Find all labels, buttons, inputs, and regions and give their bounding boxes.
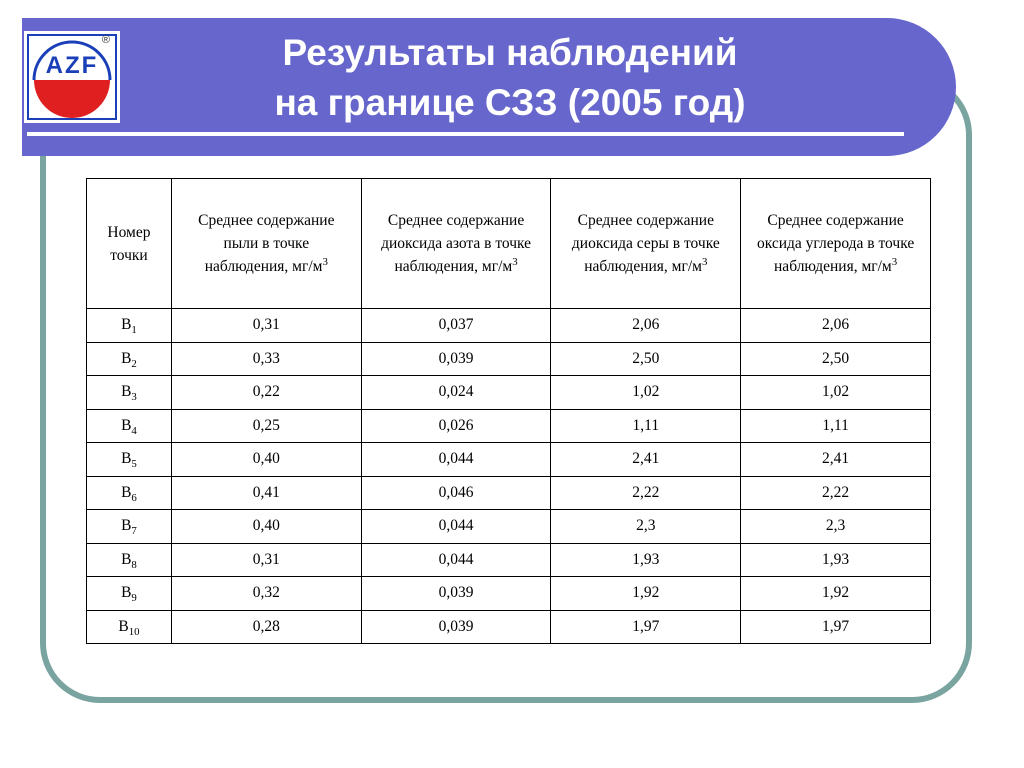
cell-co: 2,50: [741, 342, 931, 376]
cell-point: $В_4$: [87, 409, 172, 443]
cell-co: 2,3: [741, 510, 931, 544]
cell-dust: 0,32: [171, 577, 361, 611]
cell-co: 1,11: [741, 409, 931, 443]
table-header-row: [87, 179, 931, 309]
cell-no2: 0,037: [361, 309, 551, 343]
cell-no2: 0,039: [361, 342, 551, 376]
registered-mark: ®: [101, 34, 110, 46]
unit-superscript: 3: [891, 255, 898, 268]
cell-so2: 2,3: [551, 510, 741, 544]
unit-superscript: 3: [512, 255, 518, 268]
table-row: [87, 610, 931, 644]
cell-point: $В_3$: [87, 376, 172, 410]
table-row: [87, 443, 931, 477]
cell-so2: 1,11: [551, 409, 741, 443]
cell-no2: 0,026: [361, 409, 551, 443]
cell-so2: 1,93: [551, 543, 741, 577]
cell-so2: 2,22: [551, 476, 741, 510]
header-point: Номер точки: [87, 179, 172, 309]
logo-text: AZF: [45, 52, 99, 79]
cell-co: 1,97: [741, 610, 931, 644]
cell-no2: 0,044: [361, 510, 551, 544]
cell-dust: 0,31: [171, 309, 361, 343]
cell-co: 1,93: [741, 543, 931, 577]
cell-so2: 1,92: [551, 577, 741, 611]
table-row: [87, 409, 931, 443]
cell-dust: 0,31: [171, 543, 361, 577]
unit-superscript: 3: [322, 255, 328, 268]
cell-no2: 0,044: [361, 443, 551, 477]
cell-point: $В_8$: [87, 543, 172, 577]
cell-point: $В_9$: [87, 577, 172, 611]
cell-dust: 0,28: [171, 610, 361, 644]
cell-so2: 2,06: [551, 309, 741, 343]
cell-point: $В_6$: [87, 476, 172, 510]
cell-co: 1,92: [741, 577, 931, 611]
unit-superscript: 3: [701, 255, 708, 268]
cell-dust: 0,33: [171, 342, 361, 376]
cell-dust: 0,22: [171, 376, 361, 410]
header-dust: Среднее содержание пыли в точке наблюдения, $мг/м^3$: [171, 179, 361, 309]
table-row: [87, 309, 931, 343]
cell-point: $В_2$: [87, 342, 172, 376]
observation-table: [86, 178, 931, 644]
cell-point: $В_7$: [87, 510, 172, 544]
cell-co: 2,06: [741, 309, 931, 343]
cell-point: $В_{10}$: [87, 610, 172, 644]
table-row: [87, 376, 931, 410]
cell-so2: 1,02: [551, 376, 741, 410]
cell-dust: 0,25: [171, 409, 361, 443]
cell-no2: 0,044: [361, 543, 551, 577]
cell-co: 2,41: [741, 443, 931, 477]
table-row: [87, 342, 931, 376]
cell-so2: 2,50: [551, 342, 741, 376]
cell-co: 1,02: [741, 376, 931, 410]
slide-title: [140, 28, 880, 128]
header-co: Среднее содержание оксида углерода в точке наблюдения, $мг/м^3$: [741, 179, 931, 309]
cell-no2: 0,039: [361, 577, 551, 611]
header-so2: Среднее содержание диоксида серы в точке наблюдения, $мг/м^3$: [551, 179, 741, 309]
title-line-1: Результаты наблюдений: [282, 32, 738, 73]
header-no2: Среднее содержание диоксида азота в точке наблюдения, $мг/м^3$: [361, 179, 551, 309]
cell-point: $В_5$: [87, 443, 172, 477]
cell-point: $В_1$: [87, 309, 172, 343]
table-row: [87, 476, 931, 510]
cell-so2: 2,41: [551, 443, 741, 477]
table-row: [87, 543, 931, 577]
cell-no2: 0,039: [361, 610, 551, 644]
cell-dust: 0,40: [171, 443, 361, 477]
banner-divider: [27, 132, 904, 136]
cell-no2: 0,046: [361, 476, 551, 510]
cell-dust: 0,41: [171, 476, 361, 510]
cell-so2: 1,97: [551, 610, 741, 644]
table-row: [87, 577, 931, 611]
table-row: [87, 510, 931, 544]
title-line-2: на границе СЗЗ (2005 год): [274, 82, 746, 123]
cell-no2: 0,024: [361, 376, 551, 410]
azf-logo: [24, 31, 120, 123]
cell-co: 2,22: [741, 476, 931, 510]
cell-dust: 0,40: [171, 510, 361, 544]
